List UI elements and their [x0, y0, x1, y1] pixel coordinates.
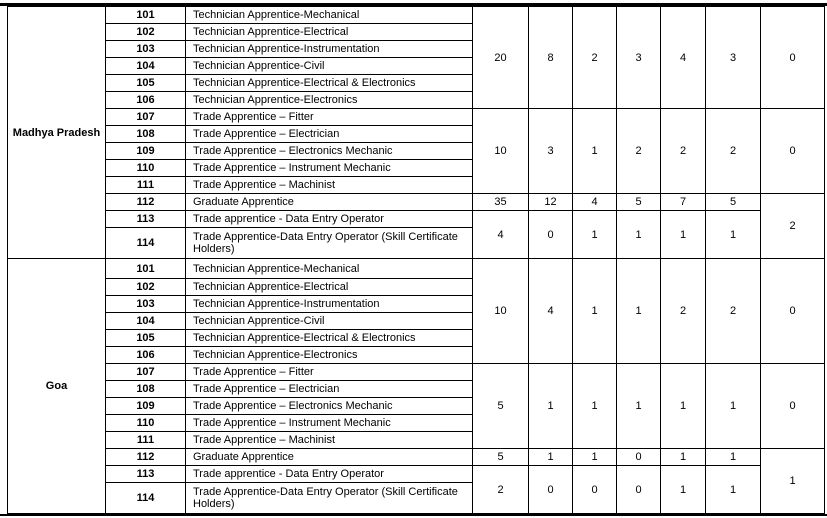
- post-code-cell: 104: [106, 58, 186, 75]
- post-name-cell: Trade Apprentice – Fitter: [186, 364, 473, 381]
- trade-count-cell: 1: [573, 364, 617, 449]
- graduate-count-cell: 0: [617, 449, 661, 466]
- post-name-cell: Technician Apprentice-Civil: [186, 313, 473, 330]
- deo-count-cell: 0: [529, 466, 573, 514]
- post-code-cell: 106: [106, 92, 186, 109]
- trade-count-cell: 1: [529, 364, 573, 449]
- post-name-cell: Trade Apprentice – Electronics Mechanic: [186, 143, 473, 160]
- deo-count-cell: 1: [573, 211, 617, 259]
- trade-count-cell: 0: [761, 364, 825, 449]
- deo-count-cell: 1: [706, 211, 761, 259]
- technician-count-cell: 3: [617, 7, 661, 109]
- post-code-cell: 113: [106, 466, 186, 483]
- trade-count-cell: 2: [661, 109, 706, 194]
- post-code-cell: 103: [106, 41, 186, 58]
- post-name-cell: Trade Apprentice – Electronics Mechanic: [186, 398, 473, 415]
- graduate-count-cell: 5: [617, 194, 661, 211]
- technician-count-cell: 2: [661, 259, 706, 364]
- trade-count-cell: 10: [473, 109, 529, 194]
- post-code-cell: 101: [106, 7, 186, 24]
- graduate-count-cell: 35: [473, 194, 529, 211]
- deo-count-cell: 2: [473, 466, 529, 514]
- table-row: [8, 364, 825, 381]
- post-name-cell: Trade Apprentice-Data Entry Operator (Skill Certificate Holders): [186, 483, 473, 514]
- graduate-count-cell: 5: [706, 194, 761, 211]
- post-name-cell: Graduate Apprentice: [186, 194, 473, 211]
- deo-count-cell: 4: [473, 211, 529, 259]
- table-row: [8, 109, 825, 126]
- post-name-cell: Trade Apprentice – Electrician: [186, 126, 473, 143]
- post-code-cell: 104: [106, 313, 186, 330]
- post-name-cell: Technician Apprentice-Electronics: [186, 92, 473, 109]
- deo-count-cell: 1: [706, 466, 761, 514]
- shared-count-cell: 2: [761, 194, 825, 259]
- post-code-cell: 108: [106, 381, 186, 398]
- technician-count-cell: 4: [529, 259, 573, 364]
- post-code-cell: 101: [106, 259, 186, 279]
- table-row: [8, 211, 825, 228]
- technician-count-cell: 3: [706, 7, 761, 109]
- graduate-count-cell: 1: [706, 449, 761, 466]
- post-code-cell: 107: [106, 109, 186, 126]
- post-code-cell: 103: [106, 296, 186, 313]
- trade-count-cell: 1: [617, 364, 661, 449]
- post-name-cell: Trade Apprentice – Instrument Mechanic: [186, 160, 473, 177]
- post-name-cell: Technician Apprentice-Electrical: [186, 24, 473, 41]
- post-name-cell: Trade apprentice - Data Entry Operator: [186, 466, 473, 483]
- deo-count-cell: 0: [573, 466, 617, 514]
- post-code-cell: 113: [106, 211, 186, 228]
- post-name-cell: Technician Apprentice-Mechanical: [186, 7, 473, 24]
- post-code-cell: 102: [106, 279, 186, 296]
- post-name-cell: Graduate Apprentice: [186, 449, 473, 466]
- post-code-cell: 107: [106, 364, 186, 381]
- technician-count-cell: 0: [761, 259, 825, 364]
- trade-count-cell: 0: [761, 109, 825, 194]
- trade-count-cell: 2: [617, 109, 661, 194]
- technician-count-cell: 10: [473, 259, 529, 364]
- bottom-border: [0, 514, 827, 516]
- post-name-cell: Trade Apprentice – Electrician: [186, 381, 473, 398]
- post-code-cell: 112: [106, 194, 186, 211]
- shared-count-cell: 1: [761, 449, 825, 514]
- graduate-count-cell: 12: [529, 194, 573, 211]
- post-code-cell: 105: [106, 330, 186, 347]
- post-code-cell: 109: [106, 398, 186, 415]
- post-code-cell: 110: [106, 415, 186, 432]
- technician-count-cell: 1: [573, 259, 617, 364]
- graduate-count-cell: 5: [473, 449, 529, 466]
- technician-count-cell: 0: [761, 7, 825, 109]
- trade-count-cell: 5: [473, 364, 529, 449]
- deo-count-cell: 1: [661, 211, 706, 259]
- post-code-cell: 114: [106, 483, 186, 514]
- post-code-cell: 106: [106, 347, 186, 364]
- post-code-cell: 108: [106, 126, 186, 143]
- state-name-cell: Goa: [8, 259, 106, 514]
- technician-count-cell: 20: [473, 7, 529, 109]
- technician-count-cell: 2: [573, 7, 617, 109]
- trade-count-cell: 1: [573, 109, 617, 194]
- post-name-cell: Trade apprentice - Data Entry Operator: [186, 211, 473, 228]
- deo-count-cell: 0: [529, 211, 573, 259]
- post-name-cell: Trade Apprentice – Machinist: [186, 177, 473, 194]
- post-name-cell: Technician Apprentice-Instrumentation: [186, 41, 473, 58]
- post-name-cell: Trade Apprentice-Data Entry Operator (Skill Certificate Holders): [186, 228, 473, 259]
- technician-count-cell: 8: [529, 7, 573, 109]
- technician-count-cell: 1: [617, 259, 661, 364]
- state-name-cell: Madhya Pradesh: [8, 7, 106, 259]
- graduate-count-cell: 1: [661, 449, 706, 466]
- table-row: [8, 259, 825, 279]
- post-code-cell: 109: [106, 143, 186, 160]
- deo-count-cell: 0: [617, 466, 661, 514]
- table-row: [8, 7, 825, 24]
- vacancy-table: [7, 6, 825, 514]
- post-code-cell: 105: [106, 75, 186, 92]
- deo-count-cell: 1: [661, 466, 706, 514]
- post-name-cell: Technician Apprentice-Mechanical: [186, 259, 473, 279]
- deo-count-cell: 1: [617, 211, 661, 259]
- table-row: [8, 194, 825, 211]
- graduate-count-cell: 7: [661, 194, 706, 211]
- post-name-cell: Technician Apprentice-Instrumentation: [186, 296, 473, 313]
- technician-count-cell: 2: [706, 259, 761, 364]
- trade-count-cell: 2: [706, 109, 761, 194]
- trade-count-cell: 3: [529, 109, 573, 194]
- graduate-count-cell: 1: [573, 449, 617, 466]
- post-name-cell: Trade Apprentice – Fitter: [186, 109, 473, 126]
- technician-count-cell: 4: [661, 7, 706, 109]
- post-code-cell: 111: [106, 432, 186, 449]
- post-name-cell: Trade Apprentice – Instrument Mechanic: [186, 415, 473, 432]
- graduate-count-cell: 4: [573, 194, 617, 211]
- post-name-cell: Technician Apprentice-Electrical & Electronics: [186, 75, 473, 92]
- post-code-cell: 102: [106, 24, 186, 41]
- vacancy-table-body: [8, 7, 825, 514]
- post-name-cell: Technician Apprentice-Electronics: [186, 347, 473, 364]
- trade-count-cell: 1: [706, 364, 761, 449]
- post-code-cell: 110: [106, 160, 186, 177]
- post-name-cell: Trade Apprentice – Machinist: [186, 432, 473, 449]
- post-code-cell: 111: [106, 177, 186, 194]
- table-row: [8, 449, 825, 466]
- trade-count-cell: 1: [661, 364, 706, 449]
- post-name-cell: Technician Apprentice-Electrical: [186, 279, 473, 296]
- post-code-cell: 112: [106, 449, 186, 466]
- post-code-cell: 114: [106, 228, 186, 259]
- table-row: [8, 466, 825, 483]
- post-name-cell: Technician Apprentice-Civil: [186, 58, 473, 75]
- graduate-count-cell: 1: [529, 449, 573, 466]
- post-name-cell: Technician Apprentice-Electrical & Electronics: [186, 330, 473, 347]
